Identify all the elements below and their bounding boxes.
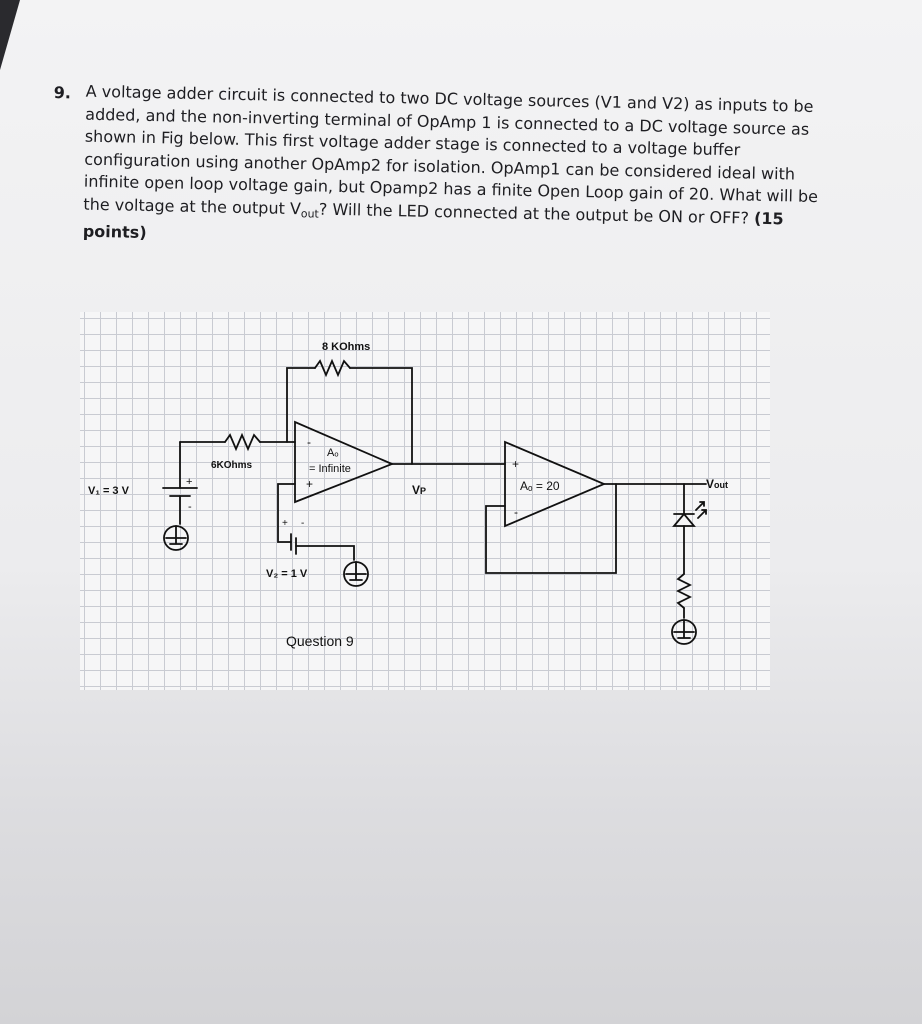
question-vout-sub: out [300,206,319,221]
question-body-end: ? Will the LED connected at the output be ON or OFF? [318,199,750,228]
opamp2-plus: + [512,457,520,471]
noninv-wire [278,484,295,542]
r-input-label: 6KOhms [211,460,253,471]
question-points: (15 points) [82,208,784,242]
circuit-grid [80,312,770,690]
question-text [83,81,826,259]
led-arrows [696,502,706,518]
v2-wire [296,546,354,560]
question-block [53,80,824,242]
opamp2-minus: - [514,505,518,519]
v2-label: V₂ = 1 V [266,568,308,580]
vp-label: VP [412,483,427,497]
circuit-diagram [80,312,770,690]
figure-caption: Question 9 [286,633,354,649]
v2-minus: - [301,518,305,529]
vout-label: Vout [706,477,729,491]
opamp1-minus: - [307,435,311,449]
question-body: A voltage adder circuit is connected to two DC voltage sources (V1 and V2) as inputs to be added, and the non-inverting terminal of OpAmp 1 is connected to a DC voltage source as shown in Fig below. This first voltage adder stage is connected to a voltage buffer configuration using another OpAmp2 for isolation. OpAmp1 can be considered ideal with infinite open loop voltage gain, but Opamp2 has a finite Open Loop gain of 20. What will be the voltage at the output V [83,81,819,218]
opamp1-plus: + [306,477,314,491]
r-feedback-label: 8 KOhms [322,341,371,353]
opamp1-gain-a: Aₒ [327,447,339,459]
feedback-wire [287,368,315,442]
v1-minus: - [188,501,192,513]
opamp1-gain-b: = Infinite [309,463,351,475]
question-number: 9. [53,82,72,103]
input-resistor [225,435,260,449]
v1-plus: + [186,476,193,488]
photo-corner-shadow [0,0,20,70]
led-diode [674,514,694,526]
led-resistor [678,574,690,608]
feedback-resistor [315,361,350,375]
opamp2-gain: Aₒ = 20 [520,479,560,493]
v1-label: V₁ = 3 V [88,485,129,497]
v2-plus: + [282,518,288,529]
